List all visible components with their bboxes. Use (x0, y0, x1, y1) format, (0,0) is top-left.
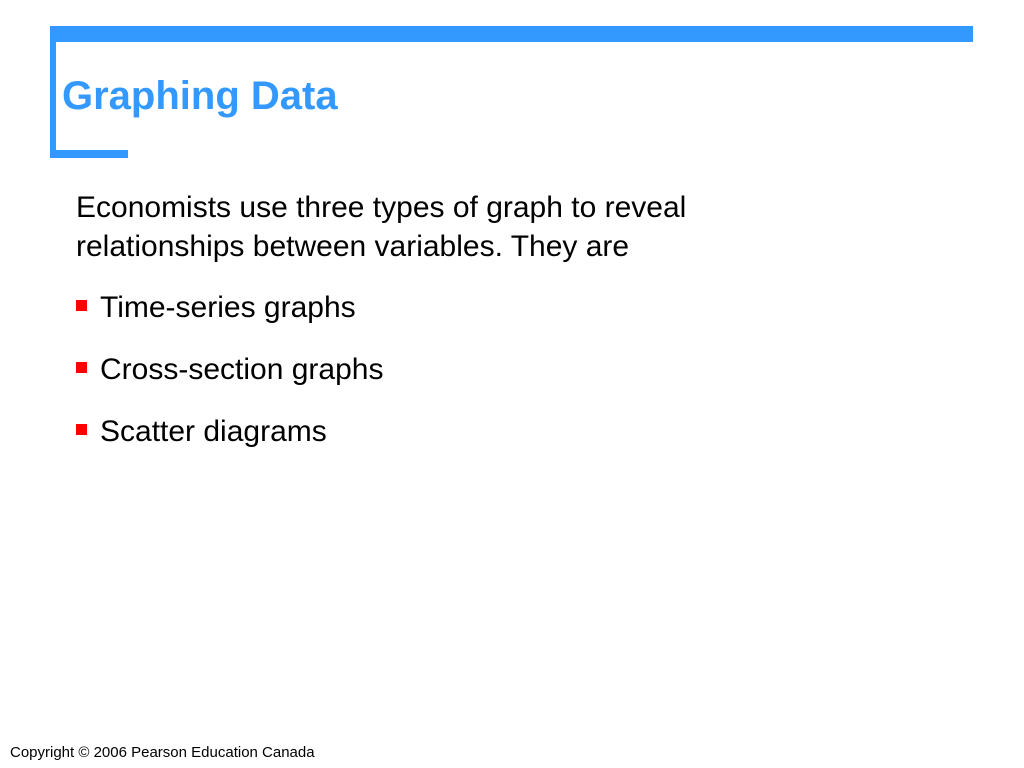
red-square-bullet-icon (76, 362, 87, 373)
list-item (76, 414, 383, 450)
bullet-text: Cross-section graphs (100, 353, 384, 386)
bullet-text: Scatter diagrams (100, 415, 327, 448)
title-accent-left-bar (50, 26, 56, 158)
title-accent-top-bar (50, 26, 973, 42)
title-accent-bottom-stub (50, 150, 128, 158)
copyright-footer: Copyright © 2006 Pearson Education Canada (10, 744, 315, 761)
bullet-text: Time-series graphs (100, 291, 356, 324)
bullet-list (76, 290, 383, 476)
list-item (76, 352, 383, 388)
red-square-bullet-icon (76, 300, 87, 311)
list-item (76, 290, 383, 326)
red-square-bullet-icon (76, 424, 87, 435)
slide-title: Graphing Data (62, 74, 338, 118)
intro-paragraph: Economists use three types of graph to reveal relationships between variables. They are (76, 191, 687, 263)
